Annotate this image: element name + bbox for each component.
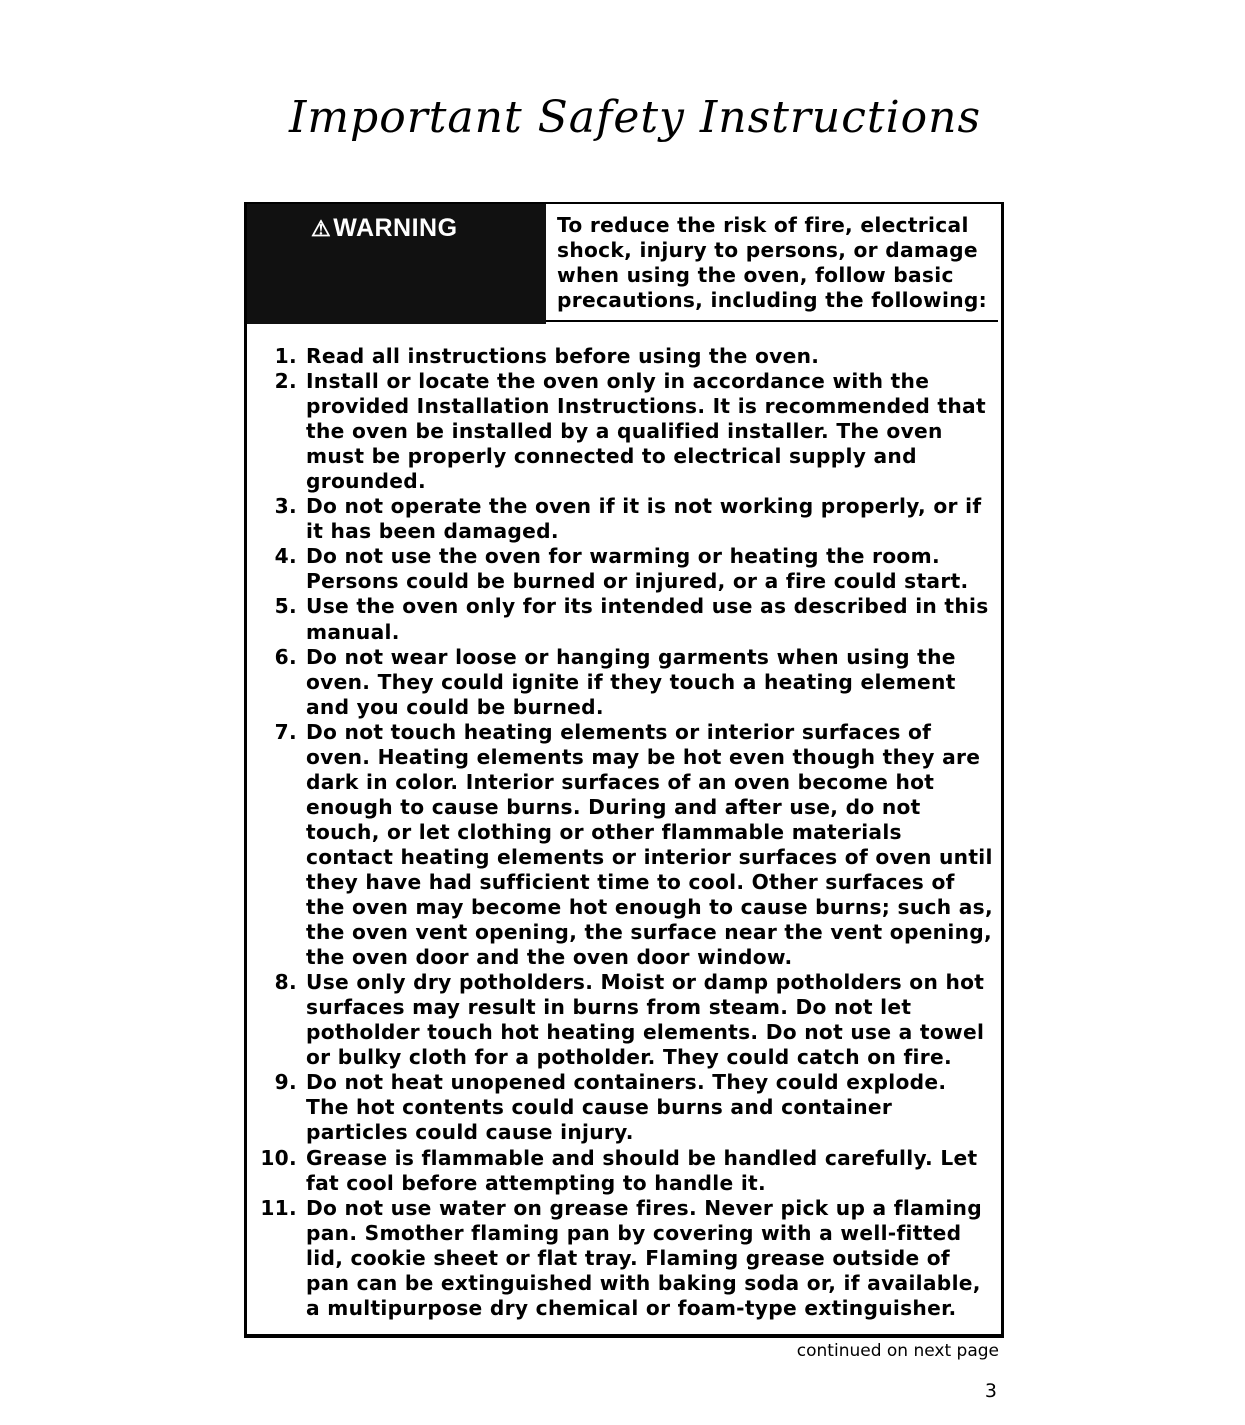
item-text: Read all instructions before using the oven. (306, 344, 820, 368)
warning-banner (247, 204, 546, 324)
item-number: 2. (274, 369, 297, 394)
list-item (247, 645, 1001, 720)
item-text: Do not wear loose or hanging garments when using the oven. They could ignite if they touch a heating element and you could be burned. (306, 644, 956, 719)
item-number: 7. (274, 719, 297, 744)
item-text: Use the oven only for its intended use as described in this manual. (306, 594, 989, 644)
item-number: 10. (260, 1145, 297, 1170)
list-item (247, 544, 1001, 594)
list-item (247, 720, 1001, 970)
item-number: 8. (274, 970, 297, 995)
item-text: Do not heat unopened containers. They could explode. The hot contents could cause burns and container particles could cause injury. (306, 1070, 947, 1145)
warning-triangle-icon: ⚠ (311, 216, 332, 241)
list-item (247, 369, 1001, 494)
list-item (247, 1070, 1001, 1145)
item-number: 3. (274, 494, 297, 519)
warning-text: To reduce the risk of fire, electrical shock, injury to persons, or damage when using the oven, follow basic precautions, including the following: (546, 204, 998, 322)
item-text: Use only dry potholders. Moist or damp potholders on hot surfaces may result in burns from steam. Do not let potholder touch hot heating elements. Do not use a towel or bulky cloth for a potholder. They could catch on fire. (306, 970, 985, 1070)
item-number: 6. (274, 644, 297, 669)
item-text: Do not touch heating elements or interior surfaces of oven. Heating elements may be hot even though they are dark in color. Interior surfaces of an oven become hot enough to cause burns. During and after use, do not touch, or let clothing or other flammable materials contact heating elements or interior surfaces of oven until they have had sufficient time to cool. Other surfaces of the oven may become hot enough to cause burns; such as, the oven vent opening, the surface near the vent opening, the oven door and the oven door window. (306, 719, 993, 970)
list-item (247, 1196, 1001, 1321)
item-number: 9. (274, 1070, 297, 1095)
item-text: Do not use water on grease fires. Never pick up a flaming pan. Smother flaming pan by covering with a well-fitted lid, cookie sheet or flat tray. Flaming grease outside of pan can be extinguished with baking soda or, if available, a multipurpose dry chemical or foam-type extinguisher. (306, 1195, 982, 1320)
item-number: 5. (274, 594, 297, 619)
item-text: Install or locate the oven only in accordance with the provided Installation Instructions. It is recommended that the oven be installed by a qualified installer. The oven must be properly connected to electrical supply and grounded. (306, 369, 986, 494)
list-item (247, 594, 1001, 644)
list-item (247, 494, 1001, 544)
item-number: 1. (274, 344, 297, 368)
item-text: Grease is flammable and should be handled carefully. Let fat cool before attempting to handle it. (306, 1145, 978, 1195)
list-item (247, 970, 1001, 1070)
item-number: 11. (260, 1195, 297, 1220)
continued-note: continued on next page (796, 1341, 999, 1361)
page-number: 3 (984, 1380, 997, 1402)
item-text: Do not operate the oven if it is not working properly, or if it has been damaged. (306, 494, 982, 544)
instructions-list (247, 344, 1001, 1321)
item-text: Do not use the oven for warming or heating the room. Persons could be burned or injured, or a fire could start. (306, 544, 969, 594)
page-title: Important Safety Instructions (288, 92, 982, 143)
safety-box (244, 202, 1004, 1338)
item-number: 4. (274, 544, 297, 569)
list-item (247, 344, 1001, 369)
warning-label-text: WARNING (333, 214, 458, 242)
list-item (247, 1146, 1001, 1196)
warning-label (311, 214, 458, 243)
